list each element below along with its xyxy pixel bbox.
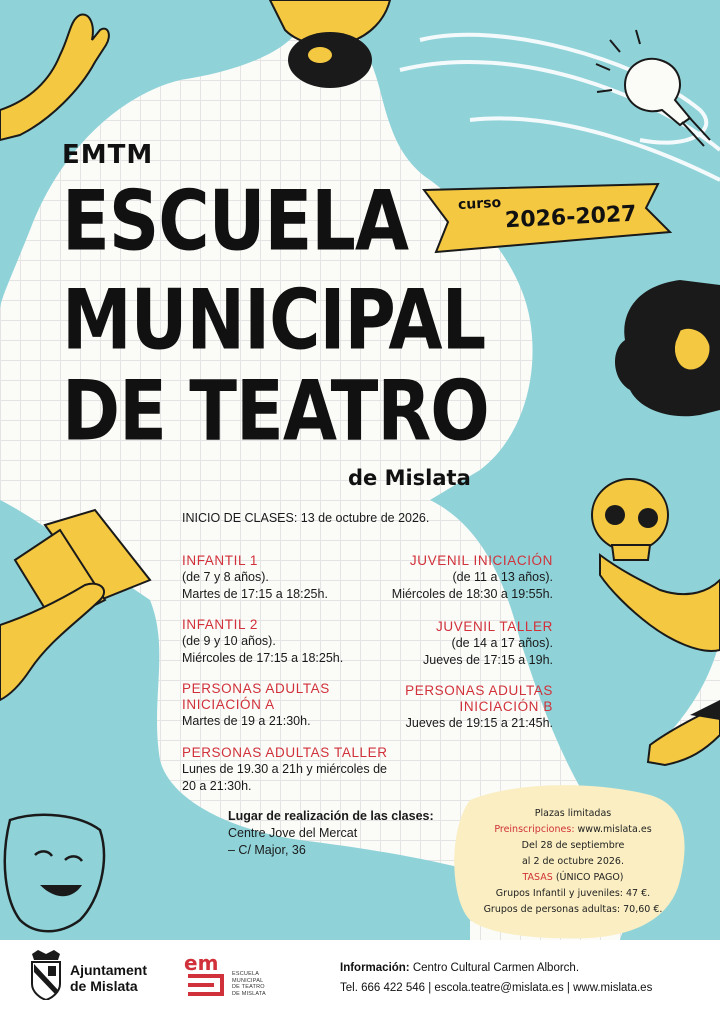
venue bbox=[228, 808, 434, 859]
acronym: EMTM bbox=[62, 140, 154, 170]
course-line: 20 a 21:30h. bbox=[182, 779, 252, 793]
course-name: INFANTIL 1 bbox=[182, 553, 259, 568]
curso-year: 2026-2027 bbox=[504, 201, 638, 234]
course-adultas-b bbox=[313, 683, 553, 732]
info-label: Información: bbox=[340, 962, 410, 974]
info-value: Centro Cultural Carmen Alborch. bbox=[409, 962, 580, 974]
course-line: (de 9 y 10 años). bbox=[182, 634, 276, 648]
fees-adult: Grupos de personas adultas: 70,60 €. bbox=[483, 904, 663, 915]
start-date: INICIO DE CLASES: 13 de octubre de 2026. bbox=[182, 511, 430, 525]
dates-line-1: Del 28 de septiembre bbox=[521, 840, 625, 851]
title-line-2: MUNICIPAL bbox=[62, 271, 486, 369]
registration-info bbox=[468, 806, 678, 918]
ayto-line-1: Ajuntament bbox=[70, 962, 147, 978]
ayto-line-2: de Mislata bbox=[70, 978, 138, 994]
plazas-text: Plazas limitadas bbox=[534, 808, 612, 819]
course-name: PERSONAS ADULTAS bbox=[405, 683, 553, 698]
emtm-name bbox=[232, 971, 266, 997]
ajuntament-crest-icon bbox=[28, 950, 64, 1000]
course-name: JUVENIL INICIACIÓN bbox=[409, 553, 553, 568]
venue-line-2: – C/ Major, 36 bbox=[228, 843, 306, 857]
preinscripciones-label: Preinscripciones: bbox=[494, 824, 575, 835]
title-line-1: ESCUELA bbox=[62, 172, 409, 270]
course-juvenil-taller bbox=[313, 619, 553, 669]
course-line: (de 11 a 13 años). bbox=[452, 570, 553, 584]
emt-line: DE TEATRO bbox=[232, 984, 265, 990]
fees-label: TASAS bbox=[522, 872, 553, 883]
emtm-logo-text: em bbox=[184, 951, 219, 975]
emt-line: DE MISLATA bbox=[232, 990, 266, 997]
emtm-logo bbox=[184, 950, 230, 1000]
venue-line-1: Centre Jove del Mercat bbox=[228, 826, 358, 840]
dates-line-2: al 2 de octubre 2026. bbox=[521, 856, 624, 867]
fees-line bbox=[468, 870, 678, 886]
course-line: Jueves de 17:15 a 19h. bbox=[423, 653, 553, 667]
title-line-3: DE TEATRO bbox=[62, 362, 489, 460]
course-name: INFANTIL 2 bbox=[182, 617, 259, 632]
course-line: Miércoles de 18:30 a 19:55h. bbox=[391, 587, 553, 601]
emt-line: MUNICIPAL bbox=[232, 977, 264, 984]
fees-youth: Grupos Infantil y juveniles: 47 €. bbox=[495, 888, 651, 899]
preinscripciones-link[interactable]: www.mislata.es bbox=[574, 824, 652, 835]
course-line: (de 7 y 8 años). bbox=[182, 570, 269, 584]
footer-info bbox=[340, 958, 652, 998]
ajuntament-name bbox=[70, 962, 147, 994]
course-line: (de 14 a 17 años). bbox=[451, 636, 553, 650]
course-line: Jueves de 19:15 a 21:45h. bbox=[405, 716, 553, 730]
course-name: PERSONAS ADULTAS bbox=[182, 681, 330, 696]
course-name: JUVENIL TALLER bbox=[436, 619, 553, 634]
course-line: Martes de 17:15 a 18:25h. bbox=[182, 587, 328, 601]
course-name-2: INICIACIÓN B bbox=[459, 699, 553, 714]
course-line: Miércoles de 17:15 a 18:25h. bbox=[182, 651, 344, 665]
course-name: PERSONAS ADULTAS TALLER bbox=[182, 745, 388, 760]
course-line: Martes de 19 a 21:30h. bbox=[182, 714, 311, 728]
info-line bbox=[340, 958, 652, 978]
fees-note: (ÚNICO PAGO) bbox=[552, 872, 624, 883]
course-juvenil-iniciacion bbox=[313, 553, 553, 603]
subtitle: de Mislata bbox=[348, 466, 471, 490]
venue-label: Lugar de realización de las clases: bbox=[228, 809, 434, 823]
preinscripciones-line bbox=[468, 822, 678, 838]
course-line: Lunes de 19.30 a 21h y miércoles de bbox=[182, 762, 387, 776]
contact-line[interactable]: Tel. 666 422 546 | escola.teatre@mislata.es | www.mislata.es bbox=[340, 982, 653, 994]
course-name-2: INICIACIÓN A bbox=[182, 697, 275, 712]
emt-line: ESCUELA bbox=[232, 971, 260, 977]
course-adultas-taller bbox=[182, 745, 412, 795]
curso-label: curso bbox=[457, 194, 502, 214]
